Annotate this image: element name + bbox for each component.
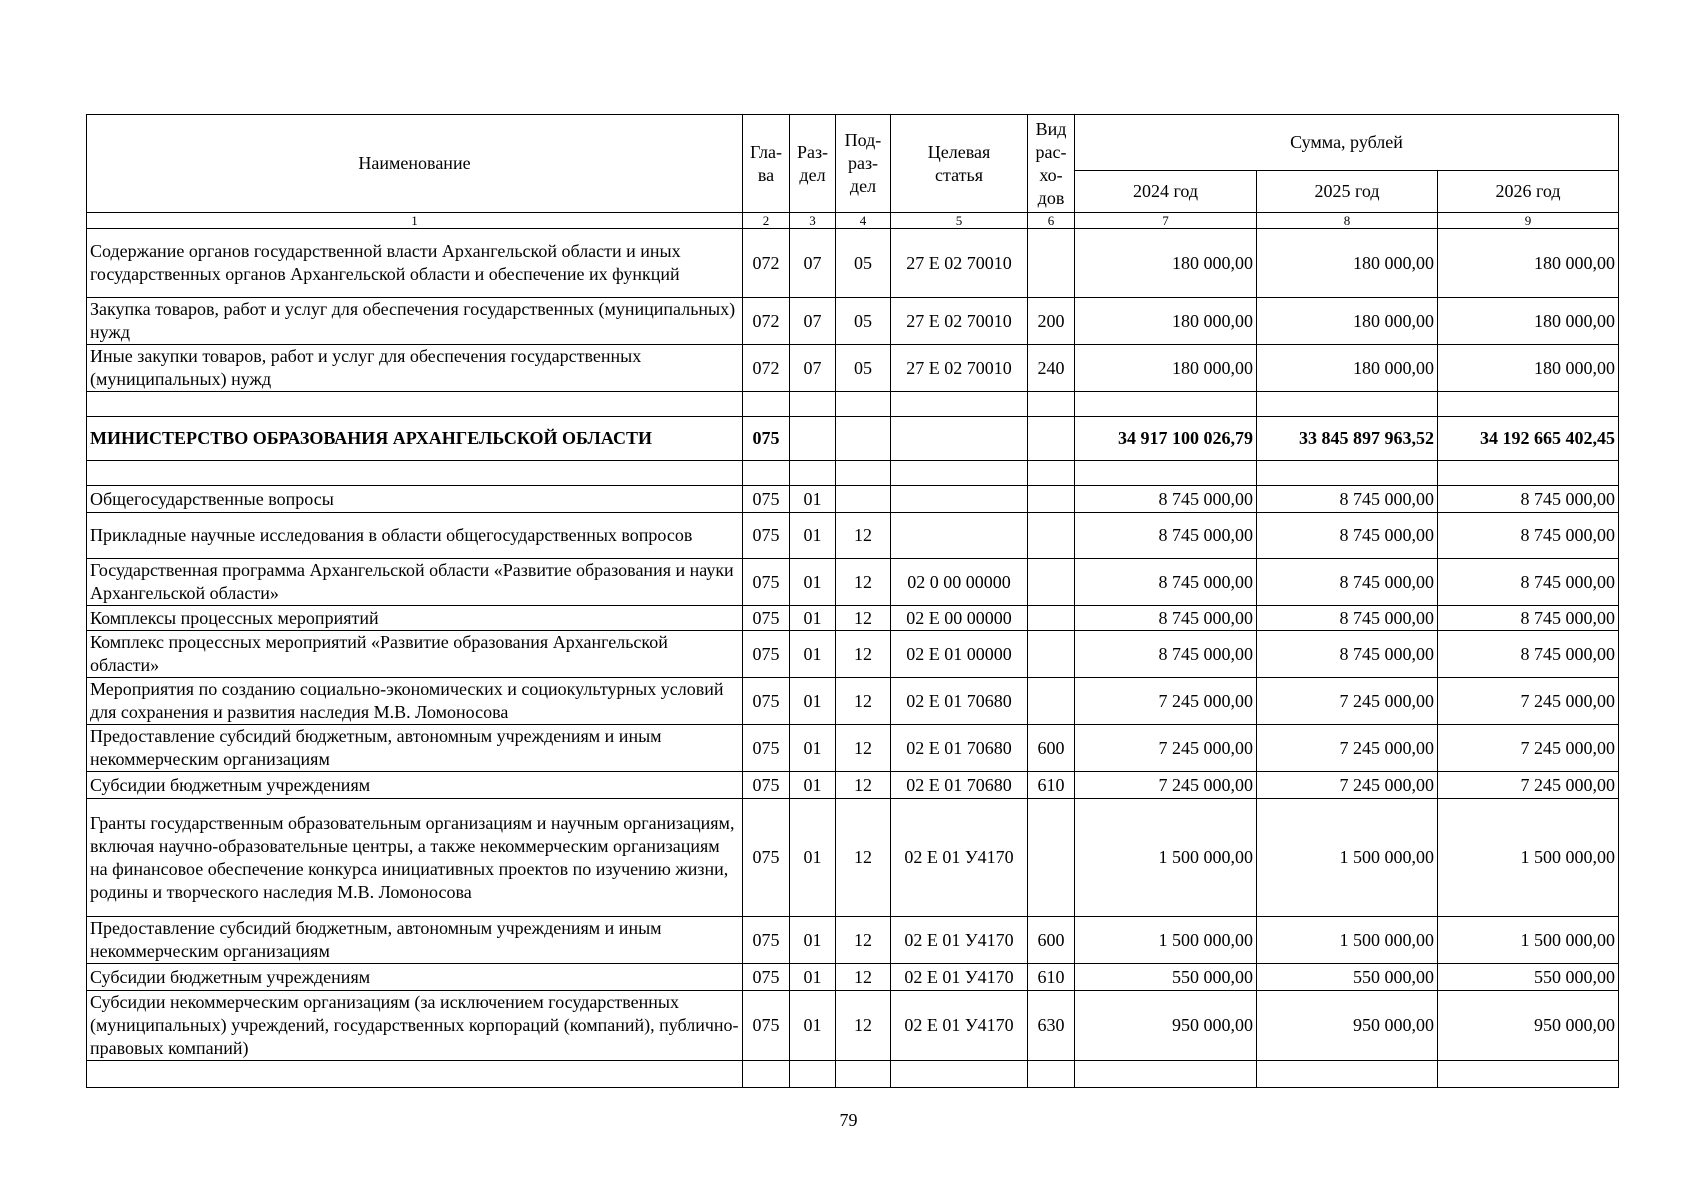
row-statya: 02 Е 01 70680 <box>891 678 1028 725</box>
row-amount-2026: 7 245 000,00 <box>1438 678 1619 725</box>
row-glava: 075 <box>743 513 790 559</box>
row-amount-2026: 8 745 000,00 <box>1438 513 1619 559</box>
row-glava <box>743 392 790 417</box>
table-row <box>87 799 1619 917</box>
row-name <box>87 1061 743 1088</box>
row-statya <box>891 392 1028 417</box>
row-glava: 072 <box>743 345 790 392</box>
row-glava: 072 <box>743 298 790 345</box>
row-amount-2025: 7 245 000,00 <box>1257 725 1438 772</box>
row-amount-2026: 180 000,00 <box>1438 298 1619 345</box>
row-name: Прикладные научные исследования в области общегосударственных вопросов <box>87 513 743 559</box>
row-razdel <box>790 417 836 461</box>
row-glava: 075 <box>743 559 790 606</box>
row-vid: 630 <box>1028 991 1075 1061</box>
row-amount-2024 <box>1075 461 1257 486</box>
row-amount-2026: 180 000,00 <box>1438 229 1619 298</box>
header-year-2024: 2024 год <box>1075 171 1257 213</box>
table-row <box>87 772 1619 799</box>
column-numbers-row <box>87 213 1619 229</box>
row-vid <box>1028 678 1075 725</box>
row-name: Иные закупки товаров, работ и услуг для обеспечения государственных (муниципальных) нужд <box>87 345 743 392</box>
row-glava: 075 <box>743 991 790 1061</box>
row-razdel <box>790 392 836 417</box>
row-amount-2024: 7 245 000,00 <box>1075 725 1257 772</box>
table-row <box>87 631 1619 678</box>
row-amount-2025 <box>1257 461 1438 486</box>
row-amount-2025: 7 245 000,00 <box>1257 678 1438 725</box>
row-vid <box>1028 559 1075 606</box>
column-number: 5 <box>891 213 1028 229</box>
row-amount-2024: 8 745 000,00 <box>1075 513 1257 559</box>
header-name: Наименование <box>87 115 743 213</box>
row-razdel <box>790 1061 836 1088</box>
empty-row <box>87 1061 1619 1088</box>
row-amount-2025: 180 000,00 <box>1257 298 1438 345</box>
empty-row <box>87 392 1619 417</box>
row-statya <box>891 486 1028 513</box>
row-amount-2026 <box>1438 392 1619 417</box>
row-glava: 075 <box>743 606 790 631</box>
row-vid <box>1028 606 1075 631</box>
page-number: 79 <box>839 1110 858 1130</box>
row-statya: 02 Е 01 00000 <box>891 631 1028 678</box>
row-amount-2026: 8 745 000,00 <box>1438 559 1619 606</box>
table-row <box>87 991 1619 1061</box>
row-amount-2025: 950 000,00 <box>1257 991 1438 1061</box>
row-vid <box>1028 486 1075 513</box>
row-razdel: 01 <box>790 513 836 559</box>
row-razdel: 01 <box>790 725 836 772</box>
header-year-2026: 2026 год <box>1438 171 1619 213</box>
row-name: Комплексы процессных мероприятий <box>87 606 743 631</box>
row-glava: 072 <box>743 229 790 298</box>
row-podrazdel: 05 <box>836 345 891 392</box>
row-name: Гранты государственным образовательным организациям и научным организациям, включая научно-образовательные центры, а также некоммерческим организациям на финансовое обеспечение конкурса инициативных проектов по изучению жизни, родины и творческого наследия М.В. Ломоносова <box>87 799 743 917</box>
row-podrazdel <box>836 417 891 461</box>
row-name <box>87 392 743 417</box>
row-amount-2024: 8 745 000,00 <box>1075 486 1257 513</box>
row-glava: 075 <box>743 964 790 991</box>
row-vid: 200 <box>1028 298 1075 345</box>
row-glava: 075 <box>743 417 790 461</box>
row-name: Закупка товаров, работ и услуг для обеспечения государственных (муниципальных) нужд <box>87 298 743 345</box>
row-vid <box>1028 417 1075 461</box>
table-row <box>87 229 1619 298</box>
row-podrazdel: 12 <box>836 631 891 678</box>
row-amount-2025: 8 745 000,00 <box>1257 513 1438 559</box>
row-vid <box>1028 631 1075 678</box>
row-amount-2026: 8 745 000,00 <box>1438 606 1619 631</box>
row-vid <box>1028 392 1075 417</box>
row-amount-2026: 8 745 000,00 <box>1438 631 1619 678</box>
row-razdel: 01 <box>790 991 836 1061</box>
row-name: Содержание органов государственной власти Архангельской области и иных государственных органов Архангельской области и обеспечение их функций <box>87 229 743 298</box>
row-amount-2024: 550 000,00 <box>1075 964 1257 991</box>
row-name: Комплекс процессных мероприятий «Развитие образования Архангельской области» <box>87 631 743 678</box>
row-statya: 02 Е 01 70680 <box>891 772 1028 799</box>
row-glava: 075 <box>743 725 790 772</box>
table-row <box>87 606 1619 631</box>
table-row <box>87 678 1619 725</box>
column-number: 1 <box>87 213 743 229</box>
row-amount-2024: 8 745 000,00 <box>1075 559 1257 606</box>
row-podrazdel: 12 <box>836 991 891 1061</box>
row-amount-2024: 8 745 000,00 <box>1075 631 1257 678</box>
row-razdel: 01 <box>790 486 836 513</box>
row-amount-2024: 34 917 100 026,79 <box>1075 417 1257 461</box>
table-row <box>87 513 1619 559</box>
column-number: 4 <box>836 213 891 229</box>
row-vid <box>1028 461 1075 486</box>
row-amount-2025: 7 245 000,00 <box>1257 772 1438 799</box>
row-vid: 610 <box>1028 964 1075 991</box>
row-glava <box>743 1061 790 1088</box>
row-amount-2024: 7 245 000,00 <box>1075 772 1257 799</box>
row-amount-2024: 1 500 000,00 <box>1075 917 1257 964</box>
row-podrazdel: 12 <box>836 678 891 725</box>
row-amount-2025 <box>1257 392 1438 417</box>
table-row <box>87 345 1619 392</box>
table-row <box>87 486 1619 513</box>
row-statya: 02 Е 00 00000 <box>891 606 1028 631</box>
row-name: Предоставление субсидий бюджетным, автономным учреждениям и иным некоммерческим организациям <box>87 917 743 964</box>
header-podrazdel: Под- раз- дел <box>836 115 891 213</box>
row-amount-2025: 8 745 000,00 <box>1257 486 1438 513</box>
row-glava: 075 <box>743 772 790 799</box>
row-podrazdel: 12 <box>836 559 891 606</box>
row-statya: 02 Е 01 У4170 <box>891 991 1028 1061</box>
row-podrazdel: 12 <box>836 799 891 917</box>
row-amount-2024: 180 000,00 <box>1075 298 1257 345</box>
row-amount-2024: 180 000,00 <box>1075 345 1257 392</box>
row-vid <box>1028 799 1075 917</box>
row-name: Субсидии некоммерческим организациям (за исключением государственных (муниципальных) учреждений, государственных корпораций (компаний), публично-правовых компаний) <box>87 991 743 1061</box>
row-amount-2025: 180 000,00 <box>1257 345 1438 392</box>
column-number: 7 <box>1075 213 1257 229</box>
row-amount-2024 <box>1075 392 1257 417</box>
row-amount-2025 <box>1257 1061 1438 1088</box>
row-amount-2025: 8 745 000,00 <box>1257 631 1438 678</box>
row-razdel: 01 <box>790 772 836 799</box>
row-name: Мероприятия по созданию социально-экономических и социокультурных условий для сохранения и развития наследия М.В. Ломоносова <box>87 678 743 725</box>
row-podrazdel: 12 <box>836 964 891 991</box>
row-amount-2025: 8 745 000,00 <box>1257 559 1438 606</box>
row-podrazdel: 05 <box>836 229 891 298</box>
row-razdel: 01 <box>790 606 836 631</box>
row-amount-2025: 1 500 000,00 <box>1257 917 1438 964</box>
row-amount-2024: 180 000,00 <box>1075 229 1257 298</box>
row-name: Общегосударственные вопросы <box>87 486 743 513</box>
row-amount-2025: 1 500 000,00 <box>1257 799 1438 917</box>
row-glava: 075 <box>743 799 790 917</box>
row-podrazdel: 05 <box>836 298 891 345</box>
row-amount-2024: 950 000,00 <box>1075 991 1257 1061</box>
row-podrazdel <box>836 486 891 513</box>
row-statya: 02 0 00 00000 <box>891 559 1028 606</box>
header-summa: Сумма, рублей <box>1075 115 1619 171</box>
row-statya: 02 Е 01 70680 <box>891 725 1028 772</box>
row-vid <box>1028 1061 1075 1088</box>
row-razdel: 01 <box>790 964 836 991</box>
row-statya: 27 Е 02 70010 <box>891 345 1028 392</box>
header-razdel: Раз- дел <box>790 115 836 213</box>
row-name: МИНИСТЕРСТВО ОБРАЗОВАНИЯ АРХАНГЕЛЬСКОЙ ОБЛАСТИ <box>87 417 743 461</box>
row-razdel: 01 <box>790 799 836 917</box>
row-amount-2026: 1 500 000,00 <box>1438 917 1619 964</box>
row-razdel: 07 <box>790 345 836 392</box>
row-statya: 27 Е 02 70010 <box>891 229 1028 298</box>
column-number: 2 <box>743 213 790 229</box>
row-amount-2026: 550 000,00 <box>1438 964 1619 991</box>
row-name: Субсидии бюджетным учреждениям <box>87 964 743 991</box>
table-row <box>87 298 1619 345</box>
row-podrazdel: 12 <box>836 606 891 631</box>
row-glava <box>743 461 790 486</box>
row-razdel: 01 <box>790 917 836 964</box>
row-vid: 610 <box>1028 772 1075 799</box>
column-number: 8 <box>1257 213 1438 229</box>
row-name: Предоставление субсидий бюджетным, автономным учреждениям и иным некоммерческим организациям <box>87 725 743 772</box>
row-podrazdel: 12 <box>836 917 891 964</box>
row-amount-2026: 7 245 000,00 <box>1438 725 1619 772</box>
row-statya: 02 Е 01 У4170 <box>891 799 1028 917</box>
row-amount-2024: 1 500 000,00 <box>1075 799 1257 917</box>
row-amount-2025: 550 000,00 <box>1257 964 1438 991</box>
row-razdel <box>790 461 836 486</box>
row-podrazdel: 12 <box>836 772 891 799</box>
budget-table <box>86 114 1619 1088</box>
column-number: 6 <box>1028 213 1075 229</box>
row-podrazdel <box>836 392 891 417</box>
row-amount-2025: 8 745 000,00 <box>1257 606 1438 631</box>
header-year-2025: 2025 год <box>1257 171 1438 213</box>
row-statya <box>891 1061 1028 1088</box>
row-amount-2026: 180 000,00 <box>1438 345 1619 392</box>
row-amount-2024: 7 245 000,00 <box>1075 678 1257 725</box>
row-amount-2024 <box>1075 1061 1257 1088</box>
row-statya <box>891 461 1028 486</box>
row-vid: 240 <box>1028 345 1075 392</box>
table-row <box>87 417 1619 461</box>
row-amount-2026: 7 245 000,00 <box>1438 772 1619 799</box>
row-amount-2026 <box>1438 461 1619 486</box>
row-glava: 075 <box>743 631 790 678</box>
row-statya: 02 Е 01 У4170 <box>891 964 1028 991</box>
row-amount-2024: 8 745 000,00 <box>1075 606 1257 631</box>
row-razdel: 07 <box>790 298 836 345</box>
table-row <box>87 725 1619 772</box>
row-name <box>87 461 743 486</box>
row-razdel: 07 <box>790 229 836 298</box>
row-vid: 600 <box>1028 725 1075 772</box>
header-vid: Вид рас- хо- дов <box>1028 115 1075 213</box>
row-statya: 02 Е 01 У4170 <box>891 917 1028 964</box>
row-podrazdel: 12 <box>836 513 891 559</box>
row-amount-2026 <box>1438 1061 1619 1088</box>
row-name: Субсидии бюджетным учреждениям <box>87 772 743 799</box>
row-podrazdel: 12 <box>836 725 891 772</box>
column-number: 3 <box>790 213 836 229</box>
row-glava: 075 <box>743 917 790 964</box>
row-vid: 600 <box>1028 917 1075 964</box>
row-podrazdel <box>836 1061 891 1088</box>
row-statya <box>891 513 1028 559</box>
row-razdel: 01 <box>790 678 836 725</box>
row-podrazdel <box>836 461 891 486</box>
row-glava: 075 <box>743 486 790 513</box>
row-razdel: 01 <box>790 631 836 678</box>
row-amount-2026: 950 000,00 <box>1438 991 1619 1061</box>
row-razdel: 01 <box>790 559 836 606</box>
table-row <box>87 559 1619 606</box>
row-name: Государственная программа Архангельской области «Развитие образования и науки Архангельской области» <box>87 559 743 606</box>
row-vid <box>1028 513 1075 559</box>
row-amount-2026: 34 192 665 402,45 <box>1438 417 1619 461</box>
row-statya <box>891 417 1028 461</box>
row-amount-2025: 33 845 897 963,52 <box>1257 417 1438 461</box>
column-number: 9 <box>1438 213 1619 229</box>
row-vid <box>1028 229 1075 298</box>
row-statya: 27 Е 02 70010 <box>891 298 1028 345</box>
table-row <box>87 917 1619 964</box>
row-glava: 075 <box>743 678 790 725</box>
header-glava: Гла- ва <box>743 115 790 213</box>
table-row <box>87 964 1619 991</box>
row-amount-2026: 8 745 000,00 <box>1438 486 1619 513</box>
row-amount-2025: 180 000,00 <box>1257 229 1438 298</box>
header-statya: Целевая статья <box>891 115 1028 213</box>
empty-row <box>87 461 1619 486</box>
row-amount-2026: 1 500 000,00 <box>1438 799 1619 917</box>
